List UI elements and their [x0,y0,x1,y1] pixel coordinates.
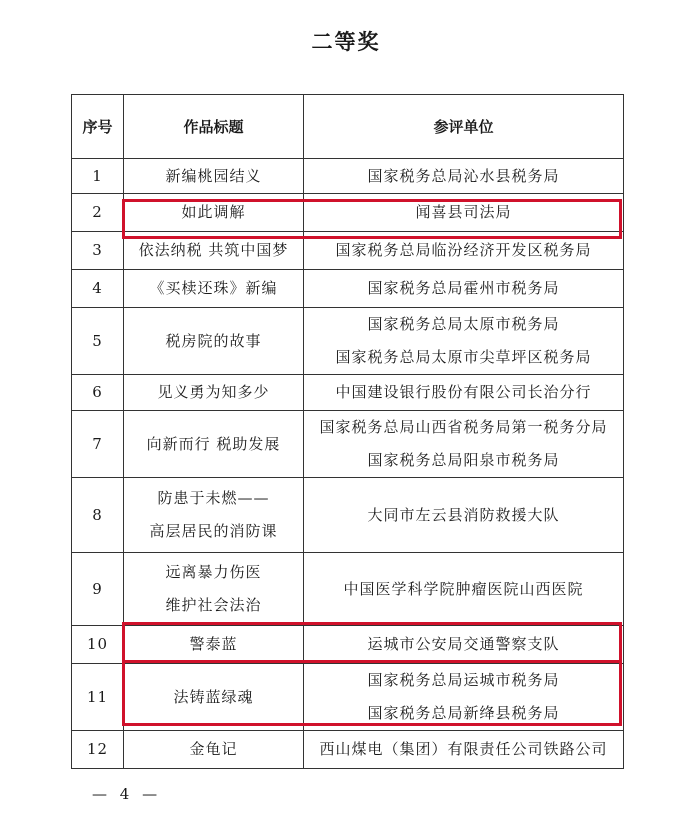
participating-unit-line: 国家税务总局阳泉市税务局 [367,451,560,469]
work-title [124,553,304,626]
table-row [72,270,624,308]
work-title-line: 新编桃园结义 [165,166,262,185]
header-no: 序号 [72,95,124,159]
participating-unit [304,664,624,731]
row-number: 9 [72,553,124,626]
participating-unit [304,478,624,553]
work-title [124,664,304,731]
page-title: 二等奖 [311,30,381,54]
table-row [72,411,624,478]
header-unit: 参评单位 [304,95,624,159]
participating-unit-line: 西山煤电（集团）有限责任公司铁路公司 [319,740,608,758]
work-title [124,194,304,232]
participating-unit-line: 运城市公安局交通警察支队 [367,635,560,653]
table-row [72,159,624,194]
row-number: 8 [72,478,124,553]
row-number: 6 [72,375,124,411]
row-number: 4 [72,270,124,308]
row-number: 3 [72,232,124,270]
table-row [72,308,624,375]
participating-unit-line: 国家税务总局新绛县税务局 [367,704,560,722]
work-title-line: 向新而行 税助发展 [146,434,281,453]
participating-unit-line: 大同市左云县消防救援大队 [367,505,560,524]
awards-table [71,94,624,769]
participating-unit-line: 国家税务总局沁水县税务局 [367,166,560,185]
work-title [124,478,304,553]
work-title-line: 依法纳税 共筑中国梦 [138,241,289,259]
participating-unit-line: 中国建设银行股份有限公司长治分行 [335,383,592,401]
participating-unit [304,553,624,626]
table-header-row [72,95,624,159]
participating-unit [304,194,624,232]
table-row [72,375,624,411]
table-row [72,731,624,769]
table-row [72,626,624,664]
page-number: — 4 — [92,785,162,803]
work-title [124,308,304,375]
participating-unit [304,626,624,664]
table-row [72,553,624,626]
work-title-line: 法铸蓝绿魂 [173,687,254,706]
work-title-line: 远离暴力伤医 [165,563,262,581]
participating-unit-line: 国家税务总局山西省税务局第一税务分局 [319,418,608,436]
participating-unit [304,375,624,411]
work-title-line: 如此调解 [181,203,246,221]
participating-unit-line: 闻喜县司法局 [415,203,512,221]
participating-unit-line: 国家税务总局临汾经济开发区税务局 [335,241,592,259]
table-row [72,194,624,232]
work-title [124,270,304,308]
table-row [72,664,624,731]
row-number: 10 [72,626,124,664]
participating-unit [304,159,624,194]
work-title-line: 税房院的故事 [165,331,262,350]
work-title-line: 警泰蓝 [189,635,238,653]
participating-unit [304,308,624,375]
row-number: 1 [72,159,124,194]
work-title [124,159,304,194]
work-title [124,232,304,270]
participating-unit-line: 中国医学科学院肿瘤医院山西医院 [343,579,584,598]
work-title-line: 防患于未燃—— [157,489,270,507]
row-number: 7 [72,411,124,478]
work-title-line: 见义勇为知多少 [157,383,270,401]
work-title-line: 维护社会法治 [165,596,262,614]
table-row [72,478,624,553]
participating-unit-line: 国家税务总局霍州市税务局 [367,279,560,297]
header-title: 作品标题 [124,95,304,159]
work-title [124,375,304,411]
work-title [124,626,304,664]
work-title [124,731,304,769]
row-number: 5 [72,308,124,375]
participating-unit [304,411,624,478]
row-number: 11 [72,664,124,731]
row-number: 2 [72,194,124,232]
participating-unit [304,270,624,308]
table-row [72,232,624,270]
participating-unit [304,731,624,769]
work-title-line: 高层居民的消防课 [149,522,278,540]
participating-unit-line: 国家税务总局太原市尖草坪区税务局 [335,348,592,366]
work-title-line: 《买椟还珠》新编 [149,279,278,297]
participating-unit [304,232,624,270]
participating-unit-line: 国家税务总局太原市税务局 [367,315,560,333]
work-title-line: 金龟记 [189,740,238,758]
participating-unit-line: 国家税务总局运城市税务局 [367,671,560,689]
work-title [124,411,304,478]
row-number: 12 [72,731,124,769]
